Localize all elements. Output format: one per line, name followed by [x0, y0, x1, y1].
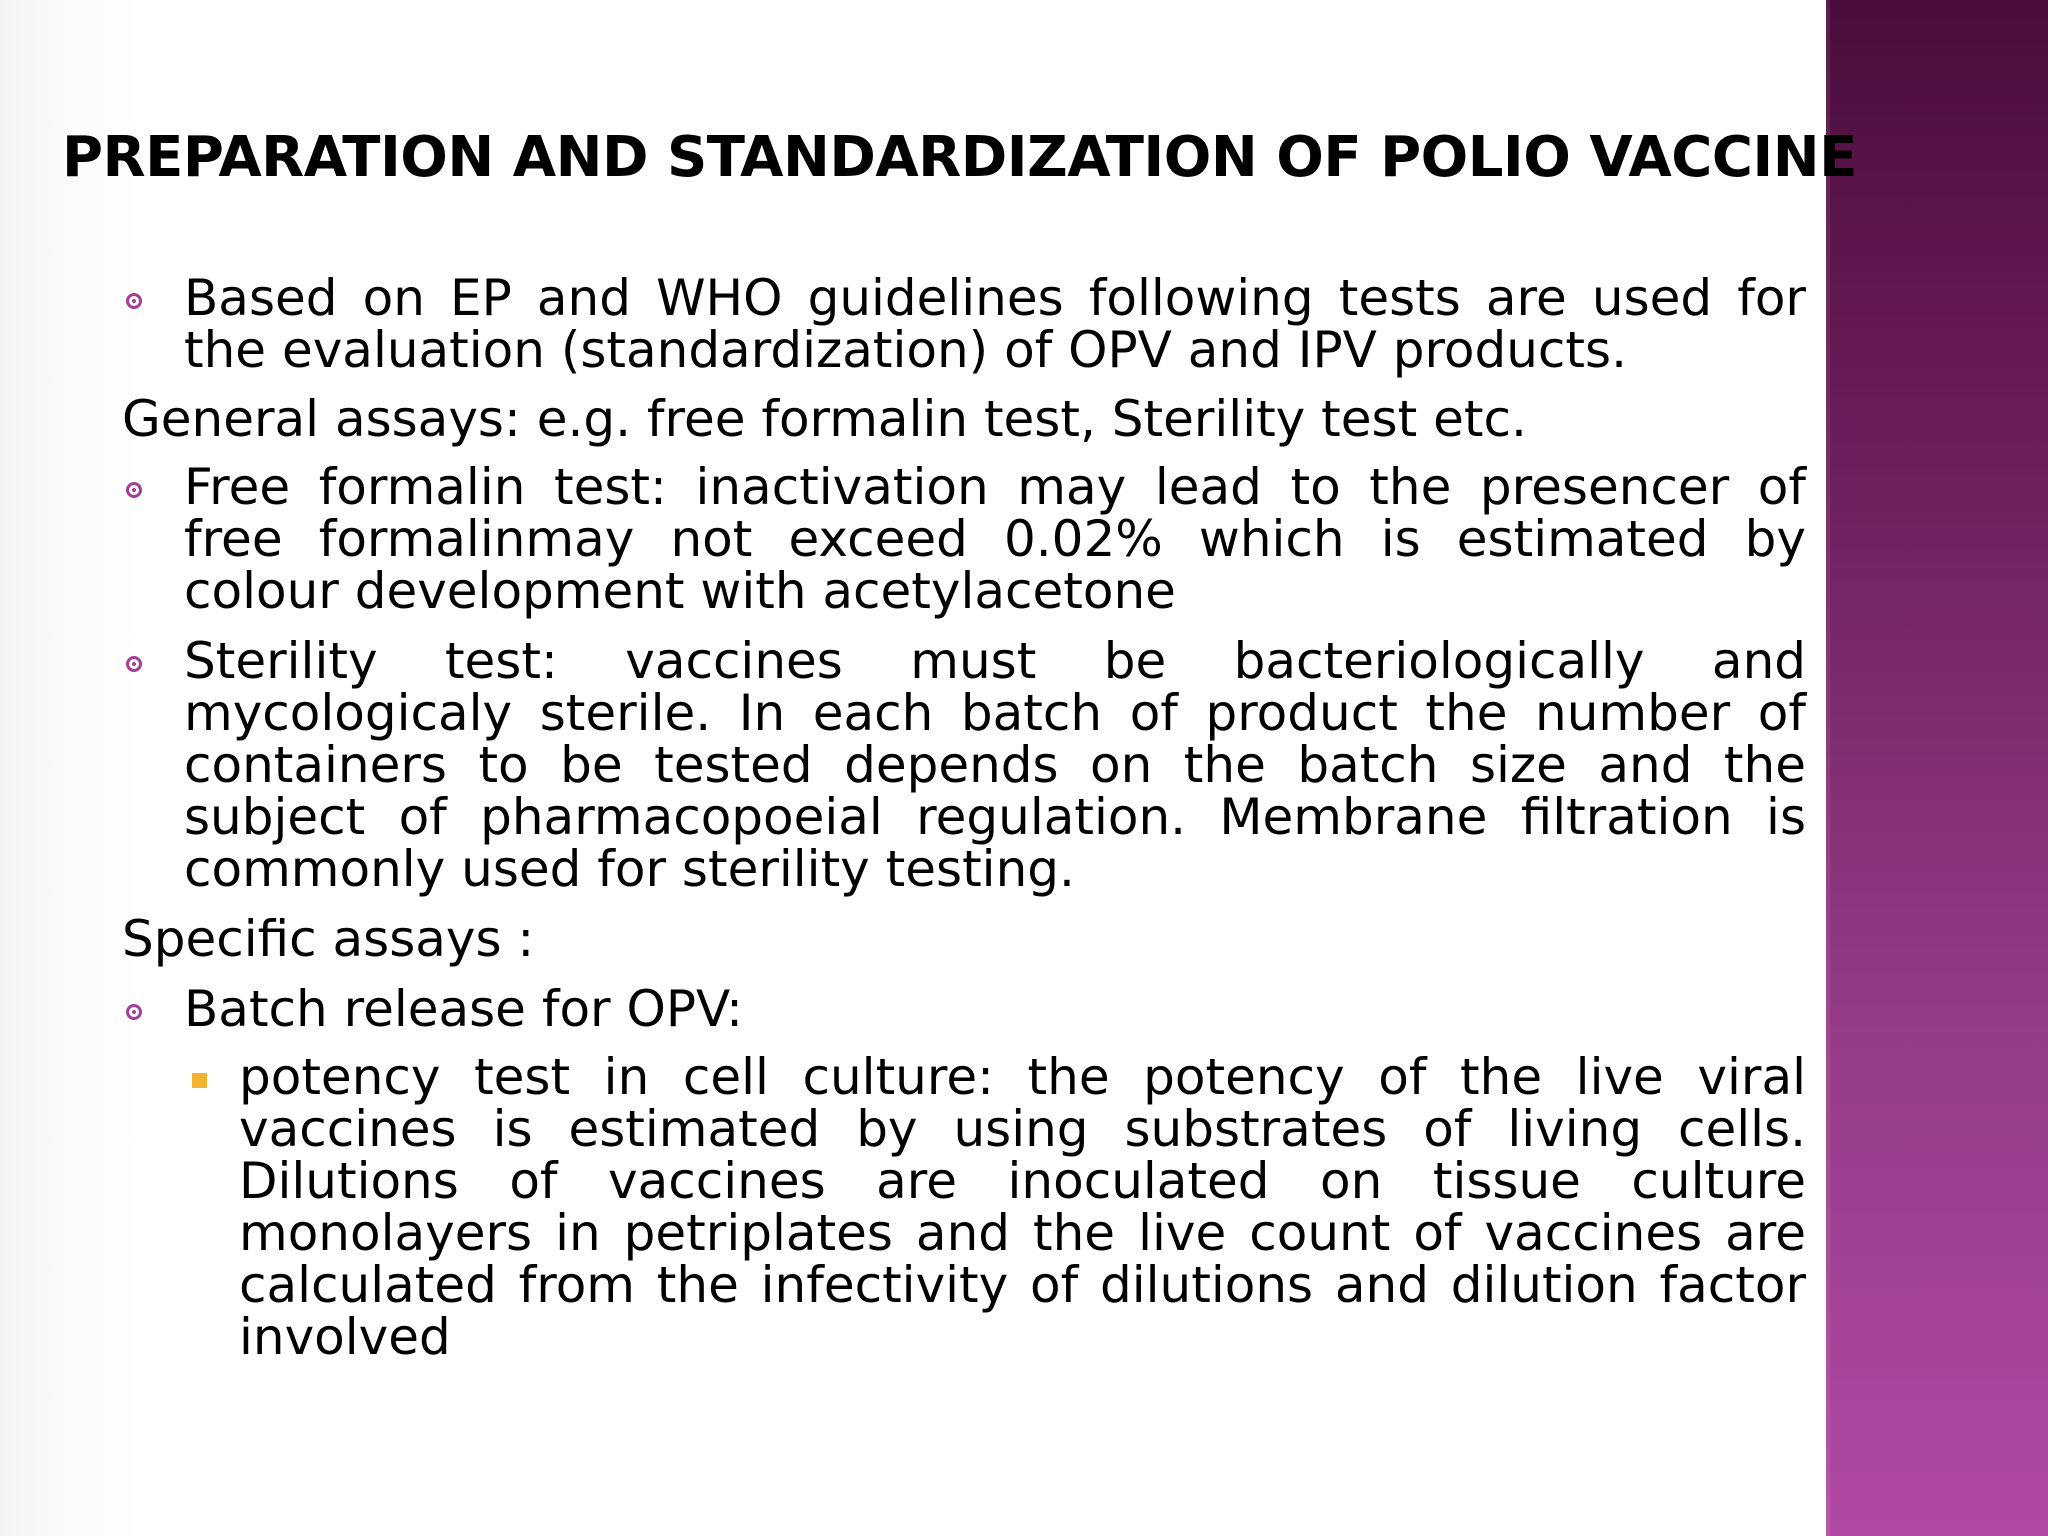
- plain-text: General assays: e.g. free formalin test, Sterility test etc.: [122, 390, 1527, 448]
- general-assays-heading: [122, 390, 1806, 448]
- sub-bullet-item-potency: [184, 1048, 1806, 1366]
- circle-dot-bullet-icon: [126, 482, 142, 498]
- bullet-item-batch-release: [122, 980, 1806, 1038]
- bullet-text: Free formalin test: inactivation may lead to the presencer of free formalinmay not exceed 0.02% which is estimated by colour development with acetylacetone: [184, 458, 1806, 620]
- bullet-item-guidelines: [122, 269, 1806, 379]
- sub-bullet-text: potency test in cell culture: the potency of the live viral vaccines is estimated by using substrates of living cells. Dilutions of vaccines are inoculated on tissue culture monolayers in petriplates and the live count of vaccines are calculated from the infectivity of dilutions and dilution factor involved: [239, 1048, 1806, 1366]
- bullet-text: Batch release for OPV:: [184, 980, 743, 1038]
- plain-text: Specific assays :: [122, 910, 535, 968]
- circle-dot-bullet-icon: [126, 656, 142, 672]
- circle-dot-bullet-icon: [126, 293, 142, 309]
- accent-side-bar-edge: [1826, 0, 1830, 1536]
- bullet-text: Based on EP and WHO guidelines following tests are used for the evaluation (standardization) of OPV and IPV products.: [184, 269, 1806, 379]
- bullet-item-free-formalin: [122, 458, 1806, 620]
- slide-title: PREPARATION AND STANDARDIZATION OF POLIO VACCINE: [62, 125, 1857, 190]
- specific-assays-heading: [122, 910, 1806, 968]
- accent-side-bar: [1826, 0, 2048, 1536]
- bullet-text: Sterility test: vaccines must be bacteriologically and mycologicaly sterile. In each batch of product the number of containers to be tested depends on the batch size and the subject of pharmacopoeial regulation. Membrane filtration is commonly used for sterility testing.: [184, 632, 1806, 898]
- square-bullet-icon: [192, 1073, 207, 1088]
- slide-content: [122, 269, 1806, 1366]
- circle-dot-bullet-icon: [126, 1004, 142, 1020]
- bullet-item-sterility: [122, 632, 1806, 898]
